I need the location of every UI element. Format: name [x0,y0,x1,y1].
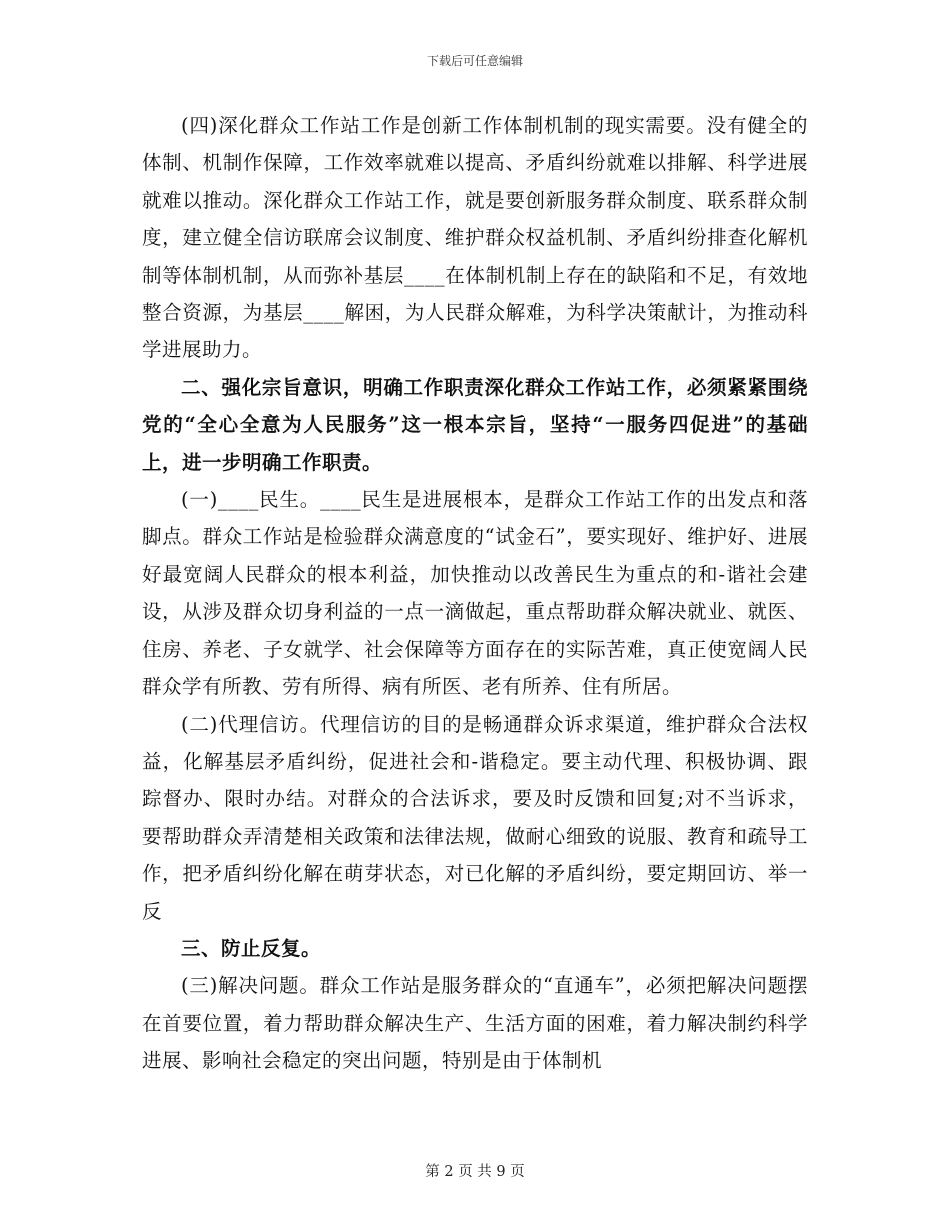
paragraph-2-petition: (二)代理信访。代理信访的目的是畅通群众诉求渠道，维护群众合法权益，化解基层矛盾纠纷，促进社会和-谐稳定。要主动代理、积极协调、跟踪督办、限时办结。对群众的合法诉求，要及时反馈和回复;对不当诉求，要帮助群众弄清楚相关政策和法律法规，做耐心细致的说服、教育和疏导工作，把矛盾纠纷化解在萌芽状态，对已化解的矛盾纠纷，要定期回访、举一反 [142,712,808,923]
section-heading-3: 三、防止反复。 [181,936,322,960]
paragraph-1-livelihood: (一)____民生。____民生是进展根本，是群众工作站工作的出发点和落脚点。群众工作站是检验群众满意度的“试金石”，要实现好、维护好、进展好最宽阔人民群众的根本利益，加快推动以改善民生为重点的和-谐社会建设，从涉及群众切身利益的一点一滴做起，重点帮助群众解决就业、就医、住房、养老、子女就学、社会保障等方面存在的实际苦难，真正使宽阔人民群众学有所教、劳有所得、病有所医、老有所养、住有所居。 [142,488,808,699]
paragraph-4-innovation: (四)深化群众工作站工作是创新工作体制机制的现实需要。没有健全的体制、机制作保障，工作效率就难以提高、矛盾纠纷就难以排解、科学进展就难以推动。深化群众工作站工作，就是要创新服务群众制度、联系群众制度，建立健全信访联席会议制度、维护群众权益机制、矛盾纠纷排查化解机制等体制机制，从而弥补基层____在体制机制上存在的缺陷和不足，有效地整合资源，为基层____解困，为人民群众解难，为科学决策献计，为推动科学进展助力。 [142,114,808,362]
paragraph-3-solve-problems: (三)解决问题。群众工作站是服务群众的“直通车”，必须把解决问题摆在首要位置，着力帮助群众解决生产、生活方面的困难，着力解决制约科学进展、影响社会稳定的突出问题，特别是由于体制机 [142,974,808,1073]
page-number: 第 2 页 共 9 页 [425,1164,525,1180]
page-header: 下载后可任意编辑 [426,54,523,68]
document-body [142,107,808,1080]
section-heading-2: 二、强化宗旨意识，明确工作职责深化群众工作站工作，必须紧紧围绕党的“全心全意为人民服务”这一根本宗旨，坚持“一服务四促进”的基础上，进一步明确工作职责。 [142,375,808,474]
